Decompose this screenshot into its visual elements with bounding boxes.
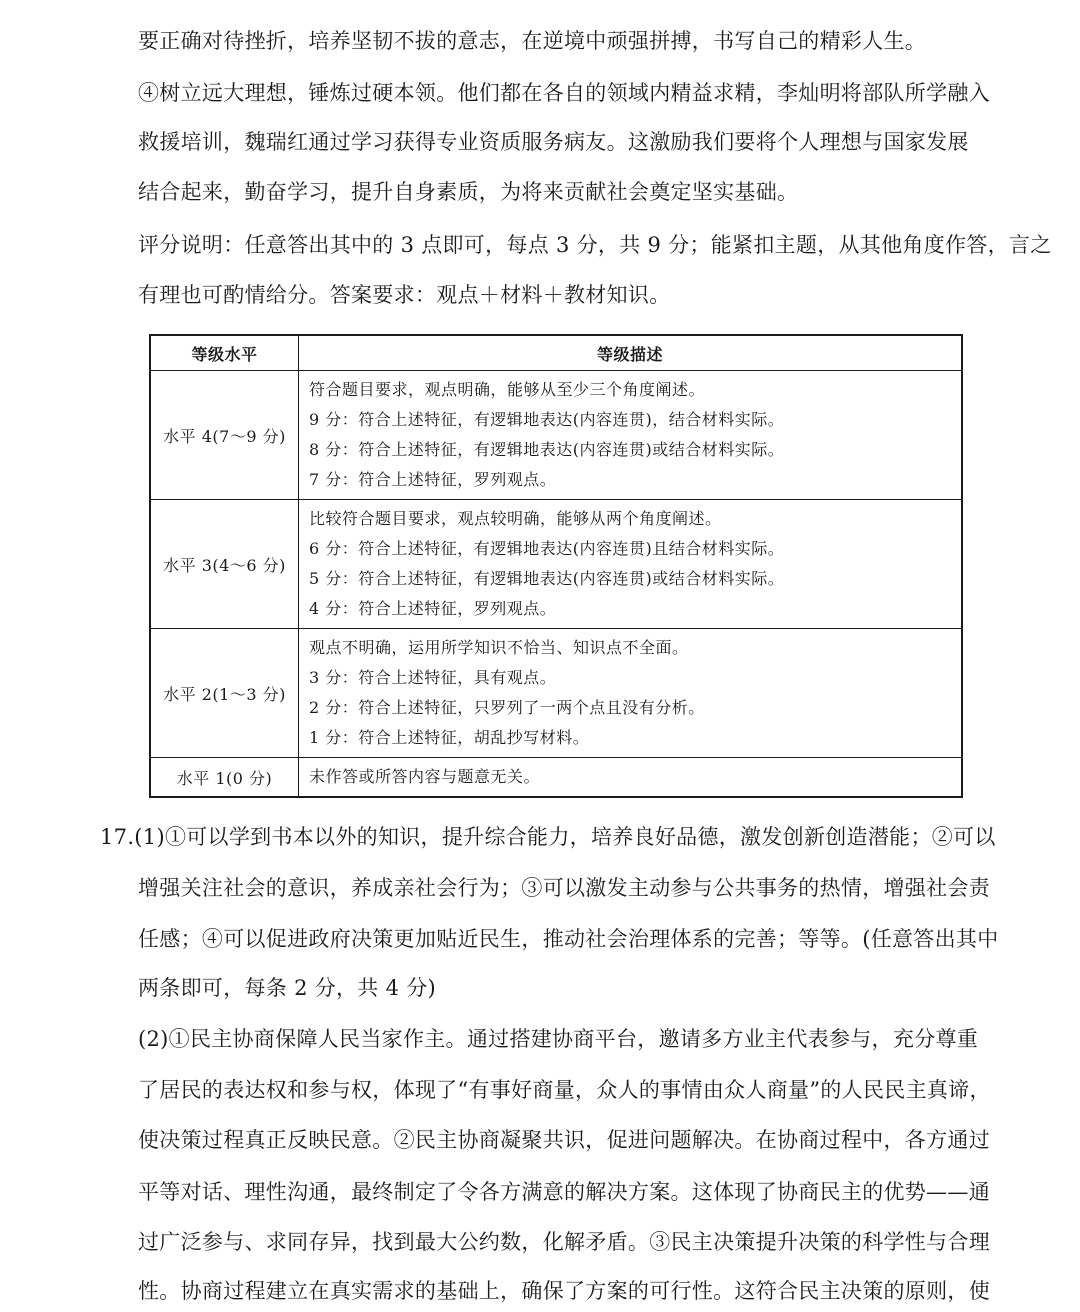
description-line: 2 分：符合上述特征，只罗列了一两个点且没有分析。 (309, 698, 705, 717)
text-line: 性。协商过程建立在真实需求的基础上，确保了方案的可行性。这符合民主决策的原则，使 (138, 1279, 990, 1303)
description-line: 3 分：符合上述特征，具有观点。 (309, 668, 557, 687)
description-line: 比较符合题目要求，观点较明确，能够从两个角度阐述。 (309, 509, 722, 528)
scoring-note-line: 有理也可酌情给分。答案要求：观点＋材料＋教材知识。 (138, 283, 671, 307)
description-cell (299, 629, 963, 758)
table-row (150, 758, 962, 798)
text-line: 平等对话、理性沟通，最终制定了令各方满意的解决方案。这体现了协商民主的优势——通 (138, 1180, 990, 1204)
description-line: 5 分：符合上述特征，有逻辑地表达(内容连贯)或结合材料实际。 (309, 569, 785, 588)
description-line: 1 分：符合上述特征，胡乱抄写材料。 (309, 728, 590, 747)
level-cell: 水平 3(4～6 分) (150, 500, 299, 629)
description-line: 9 分：符合上述特征，有逻辑地表达(内容连贯)，结合材料实际。 (309, 410, 785, 429)
text-line: 两条即可，每条 2 分，共 4 分) (138, 976, 437, 1000)
text-line: 过广泛参与、求同存异，找到最大公约数，化解矛盾。③民主决策提升决策的科学性与合理 (138, 1230, 990, 1254)
description-line: 8 分：符合上述特征，有逻辑地表达(内容连贯)或结合材料实际。 (309, 440, 785, 459)
text-line: 增强关注社会的意识，养成亲社会行为；③可以激发主动参与公共事务的热情，增强社会责 (138, 876, 990, 900)
scoring-note-line: 评分说明：任意答出其中的 3 点即可，每点 3 分，共 9 分；能紧扣主题，从其他角度作答，言之 (138, 233, 1052, 257)
text-line: ④树立远大理想，锤炼过硬本领。他们都在各自的领域内精益求精，李灿明将部队所学融入 (138, 81, 990, 105)
description-cell (299, 371, 963, 500)
text-line: 结合起来，勤奋学习，提升自身素质，为将来贡献社会奠定坚实基础。 (138, 180, 799, 204)
text-line: (2)①民主协商保障人民当家作主。通过搭建协商平台，邀请多方业主代表参与，充分尊重 (138, 1027, 979, 1051)
description-cell (299, 500, 963, 629)
description-line: 观点不明确，运用所学知识不恰当、知识点不全面。 (309, 638, 689, 657)
table-row (150, 500, 962, 629)
level-cell: 水平 2(1～3 分) (150, 629, 299, 758)
description-line: 4 分：符合上述特征，罗列观点。 (309, 599, 557, 618)
table-header-row (150, 335, 962, 371)
text-line: 任感；④可以促进政府决策更加贴近民生，推动社会治理体系的完善；等等。(任意答出其中 (138, 927, 999, 951)
text-line: 救援培训，魏瑞红通过学习获得专业资质服务病友。这激励我们要将个人理想与国家发展 (138, 130, 969, 154)
description-cell (299, 758, 963, 798)
table-row (150, 629, 962, 758)
level-cell: 水平 4(7～9 分) (150, 371, 299, 500)
description-line: 未作答或所答内容与题意无关。 (309, 767, 541, 786)
header-level: 等级水平 (150, 335, 299, 371)
text-line: 要正确对待挫折，培养坚韧不拔的意志，在逆境中顽强拼搏，书写自己的精彩人生。 (138, 29, 927, 53)
header-description: 等级描述 (299, 335, 963, 371)
text-line: 使决策过程真正反映民意。②民主协商凝聚共识，促进问题解决。在协商过程中，各方通过 (138, 1128, 990, 1152)
description-line: 6 分：符合上述特征，有逻辑地表达(内容连贯)且结合材料实际。 (309, 539, 785, 558)
description-line: 符合题目要求，观点明确，能够从至少三个角度阐述。 (309, 380, 706, 399)
level-cell: 水平 1(0 分) (150, 758, 299, 798)
text-line: 了居民的表达权和参与权，体现了“有事好商量，众人的事情由众人商量”的人民民主真谛， (138, 1078, 991, 1102)
table-row (150, 371, 962, 500)
answer-17-line: 17.(1)①可以学到书本以外的知识，提升综合能力，培养良好品德，激发创新创造潜能；②可以 (100, 825, 996, 849)
description-line: 7 分：符合上述特征，罗列观点。 (309, 470, 557, 489)
grading-table (149, 334, 963, 798)
